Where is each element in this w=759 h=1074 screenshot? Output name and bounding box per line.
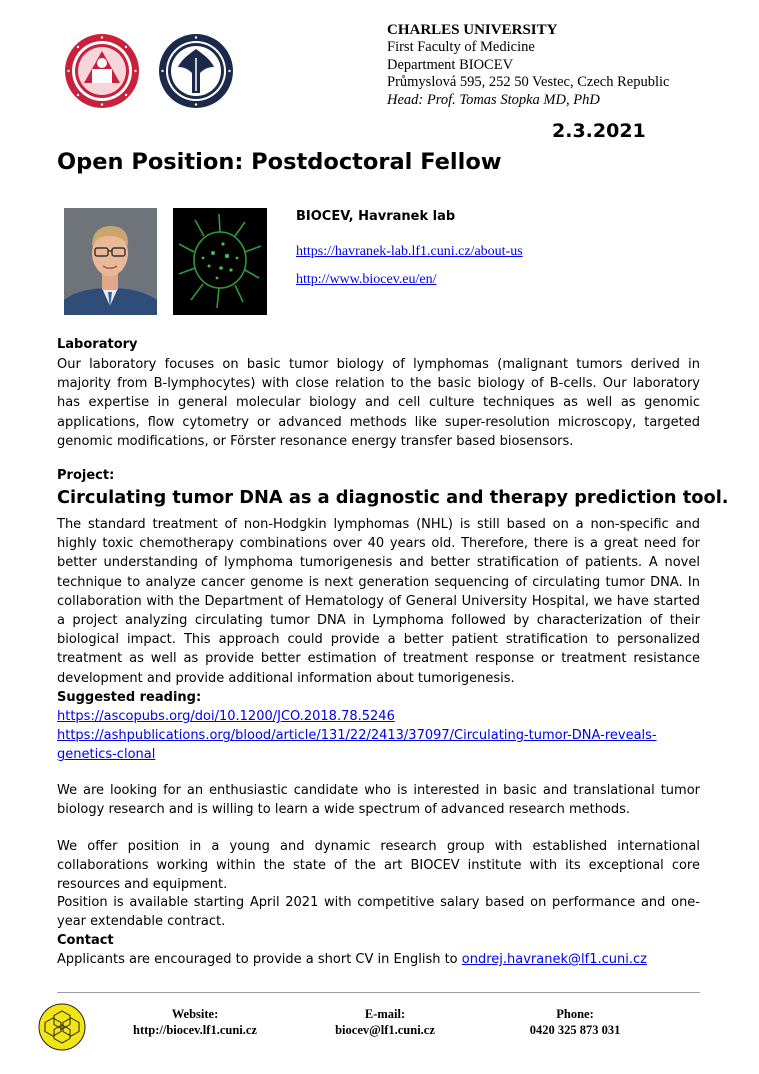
website-label: Website: (171, 1007, 219, 1021)
university-header (387, 22, 669, 109)
phone-label: Phone: (556, 1007, 594, 1021)
phone-value: 0420 325 873 031 (529, 1022, 621, 1037)
contact-sentence: Applicants are encouraged to provide a short CV in English to (57, 952, 462, 967)
project-heading: Project: (57, 468, 115, 483)
contact-email-link[interactable]: ondrej.havranek@lf1.cuni.cz (461, 952, 647, 967)
first-faculty-seal (158, 33, 234, 109)
footer-divider (57, 992, 700, 993)
address: Průmyslová 595, 252 50 Vestec, Czech Republic (387, 74, 670, 91)
reading-links (57, 707, 700, 765)
head-of-department: Head: Prof. Tomas Stopka MD, PhD (387, 91, 600, 108)
candidate-paragraph: We are looking for an enthusiastic candidate who is interested in basic and translational tumor biology research and is willing to learn a wide spectrum of advanced research methods. (57, 783, 700, 818)
footer-email (320, 1007, 450, 1038)
reading-link-2-part-1: https://ashpublications.org/blood/article/131/22/2413/37097/Circulating-tumor-DNA-reveals- (57, 728, 657, 744)
footer-phone (515, 1007, 635, 1038)
microscopy-image (173, 208, 267, 315)
biocev-website-link[interactable]: http://www.biocev.eu/en/ (296, 272, 437, 287)
university-name: CHARLES UNIVERSITY (387, 22, 558, 38)
lab-name: BIOCEV, Havranek lab (296, 209, 456, 224)
department-name: Department BIOCEV (387, 56, 514, 73)
lab-info (296, 209, 523, 288)
contact-heading: Contact (57, 933, 114, 948)
email-value[interactable]: biocev@lf1.cuni.cz (335, 1022, 435, 1037)
email-label: E-mail: (364, 1007, 406, 1021)
offer-paragraph: We offer position in a young and dynamic research group with established international collaborations working within the state of the art BIOCEV institute with its exceptional core resources and equipment. (57, 839, 700, 893)
project-text: The standard treatment of non-Hodgkin lymphomas (NHL) is still based on a non-specific and highly toxic chemotherapy combinations over 40 years old. Therefore, there is a great need for better understanding of lymphoma tumorigenesis and better stratification of patients. A novel technique to analyze cancer genome is next generation sequencing of circulating tumor DNA. In collaboration with the Department of Hematology of General University Hospital, we have started a project analyzing circulating tumor DNA in Lymphoma followed by characterization of their biological impact. This approach could provide a better patient stratification to personalized treatment as well as provide better estimation of treatment response or treatment resistance development and provide additional information about tumorigenesis. (57, 517, 700, 686)
laboratory-text: Our laboratory focuses on basic tumor biology of lymphomas (malignant tumors derived in majority from B-lymphocytes) with close relation to the basic biology of B-cells. Our laboratory has expertise in general molecular biology and cell culture techniques as well as genomic applications, flow cytometry or advanced methods like super-resolution microscopy, targeted genomic modifications, or Förster resonance energy transfer based biosensors. (57, 357, 700, 449)
biocev-logo (38, 1003, 86, 1051)
project-title: Circulating tumor DNA as a diagnostic and therapy prediction tool. (57, 487, 729, 508)
reading-link-1[interactable]: https://ascopubs.org/doi/10.1200/JCO.2018.78.5246 (57, 709, 395, 724)
charles-university-seal (64, 33, 140, 109)
website-value[interactable]: http://biocev.lf1.cuni.cz (133, 1022, 257, 1037)
faculty-name: First Faculty of Medicine (387, 39, 535, 56)
page-title: Open Position: Postdoctoral Fellow (57, 149, 502, 175)
laboratory-heading: Laboratory (57, 337, 138, 352)
researcher-photo (64, 208, 157, 315)
reading-link-2[interactable] (57, 728, 657, 762)
lab-website-link[interactable]: https://havranek-lab.lf1.cuni.cz/about-us (296, 244, 523, 259)
reading-link-2-part-2: genetics-clonal (57, 747, 156, 763)
footer-website (130, 1007, 260, 1038)
reading-heading: Suggested reading: (57, 690, 202, 705)
document-date: 2.3.2021 (552, 120, 646, 142)
contact-text (57, 950, 700, 969)
position-paragraph: Position is available starting April 2021 with competitive salary based on performance and one-year extendable contract. (57, 895, 700, 930)
